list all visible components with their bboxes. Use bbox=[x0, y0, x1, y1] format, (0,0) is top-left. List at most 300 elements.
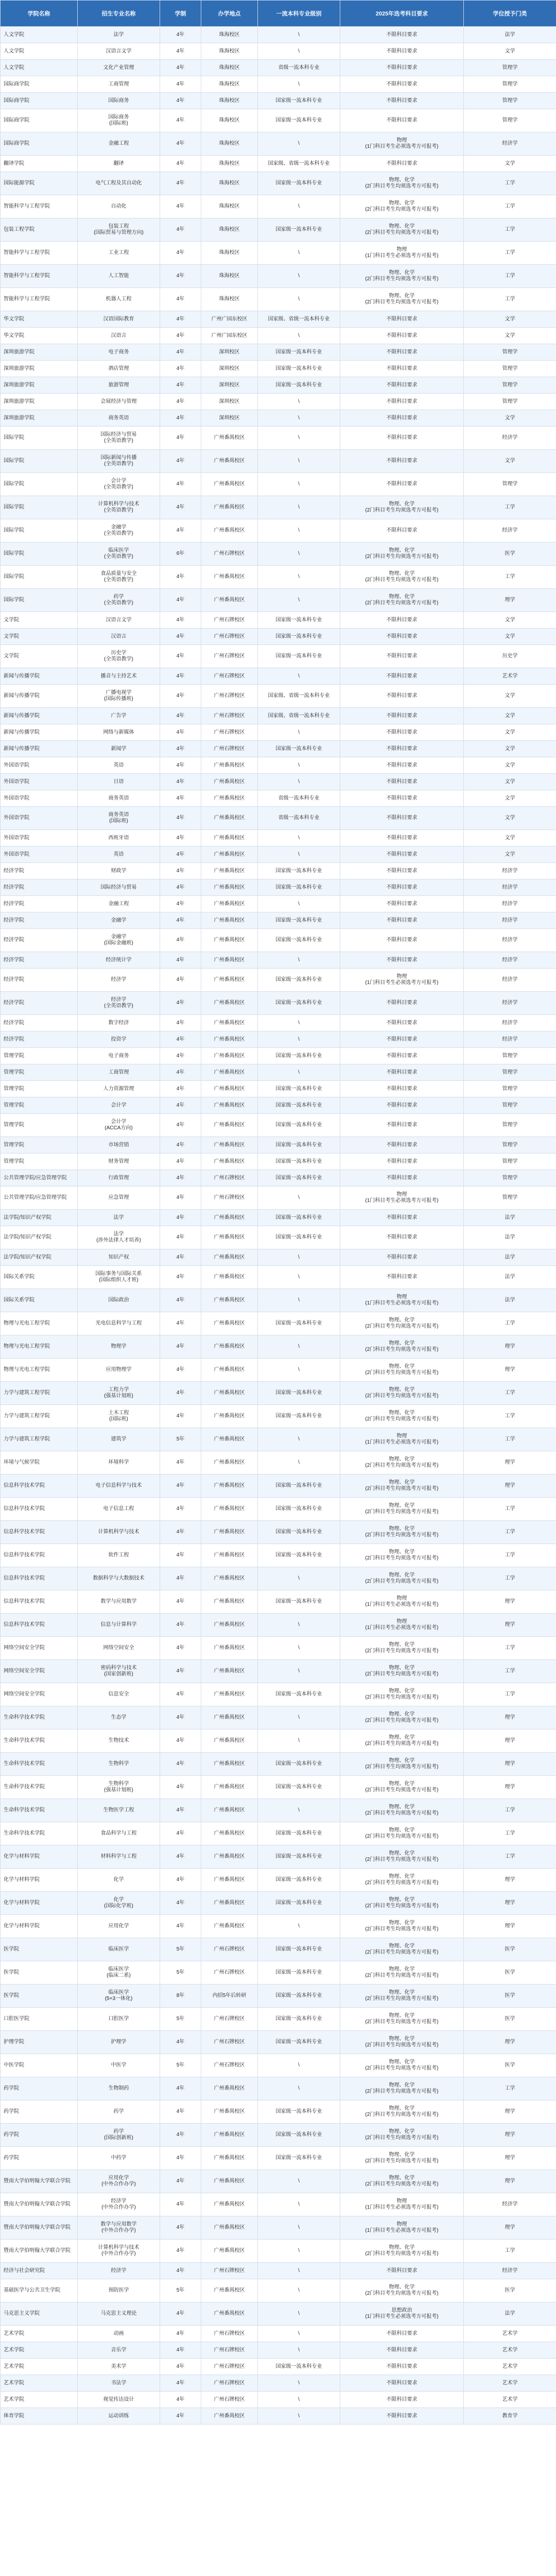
table-row bbox=[1, 1915, 556, 1938]
school-cell: 国际学院 bbox=[1, 543, 78, 566]
school-cell: 新闻与传播学院 bbox=[1, 724, 78, 741]
school-cell: 艺术学院 bbox=[1, 2375, 78, 2392]
school-cell: 医学院 bbox=[1, 1961, 78, 1985]
header-school: 学院名称 bbox=[1, 1, 78, 27]
level-cell: 国家级一流本科专业 bbox=[258, 992, 340, 1015]
major-cell: 国际新闻与传播 (全英语教学) bbox=[78, 450, 160, 473]
table-row bbox=[1, 879, 556, 896]
requirement-cell: 不限科目要求 bbox=[340, 724, 464, 741]
campus-cell: 广州番禺校区 bbox=[201, 2302, 258, 2326]
requirement-cell: 不限科目要求 bbox=[340, 60, 464, 76]
years-cell: 4年 bbox=[160, 1869, 201, 1892]
table-row bbox=[1, 218, 556, 242]
school-cell: 物理与光电工程学院 bbox=[1, 1359, 78, 1382]
degree-cell: 法学 bbox=[464, 1226, 556, 1249]
table-row bbox=[1, 2302, 556, 2326]
years-cell: 5年 bbox=[160, 1938, 201, 1961]
table-row bbox=[1, 1064, 556, 1081]
school-cell: 国际关系学院 bbox=[1, 1266, 78, 1289]
level-cell: \ bbox=[258, 2263, 340, 2279]
level-cell: \ bbox=[258, 2279, 340, 2302]
major-cell: 汉语言文学 bbox=[78, 43, 160, 60]
degree-cell: 理学 bbox=[464, 589, 556, 612]
school-cell: 新闻与传播学院 bbox=[1, 741, 78, 757]
table-row bbox=[1, 450, 556, 473]
school-cell: 经济学院 bbox=[1, 912, 78, 929]
table-row bbox=[1, 2240, 556, 2263]
requirement-cell: 不限科目要求 bbox=[340, 896, 464, 912]
years-cell: 4年 bbox=[160, 1137, 201, 1154]
major-cell: 知识产权 bbox=[78, 1249, 160, 1266]
degree-cell: 工学 bbox=[464, 1498, 556, 1521]
degree-cell: 理学 bbox=[464, 1892, 556, 1915]
requirement-cell: 不限科目要求 bbox=[340, 645, 464, 668]
table-row bbox=[1, 1312, 556, 1335]
level-cell: 国家级一流本科专业 bbox=[258, 741, 340, 757]
years-cell: 4年 bbox=[160, 1210, 201, 1226]
major-cell: 金融学 bbox=[78, 912, 160, 929]
table-row bbox=[1, 1187, 556, 1210]
campus-cell: 广州番禺校区 bbox=[201, 969, 258, 992]
years-cell: 4年 bbox=[160, 724, 201, 741]
level-cell: \ bbox=[258, 27, 340, 43]
header-requirement: 2025年选考科目要求 bbox=[340, 1, 464, 27]
degree-cell: 管理学 bbox=[464, 394, 556, 410]
school-cell: 艺术学院 bbox=[1, 2359, 78, 2375]
years-cell: 4年 bbox=[160, 60, 201, 76]
campus-cell: 广州番禺校区 bbox=[201, 1081, 258, 1097]
campus-cell: 广州石牌校区 bbox=[201, 708, 258, 724]
table-row bbox=[1, 427, 556, 450]
years-cell: 5年 bbox=[160, 2279, 201, 2302]
campus-cell: 广州番禺校区 bbox=[201, 1869, 258, 1892]
header-major: 招生专业名称 bbox=[78, 1, 160, 27]
table-row bbox=[1, 2342, 556, 2359]
requirement-cell: 不限科目要求 bbox=[340, 952, 464, 969]
table-row bbox=[1, 1822, 556, 1845]
table-row bbox=[1, 27, 556, 43]
requirement-cell: 不限科目要求 bbox=[340, 1081, 464, 1097]
school-cell: 化学与材料学院 bbox=[1, 1915, 78, 1938]
school-cell: 生命科学技术学院 bbox=[1, 1706, 78, 1730]
requirement-cell: 不限科目要求 bbox=[340, 2263, 464, 2279]
level-cell: 国家级一流本科专业 bbox=[258, 2359, 340, 2375]
major-cell: 会计学 bbox=[78, 1097, 160, 1114]
campus-cell: 广州石牌校区 bbox=[201, 741, 258, 757]
years-cell: 4年 bbox=[160, 1187, 201, 1210]
years-cell: 4年 bbox=[160, 952, 201, 969]
requirement-cell: 不限科目要求 bbox=[340, 807, 464, 830]
level-cell: 国家级一流本科专业 bbox=[258, 1097, 340, 1114]
requirement-cell: 思想政治 (1门科目考生必须选考方可报考) bbox=[340, 2302, 464, 2326]
campus-cell: 广州番禺校区 bbox=[201, 1226, 258, 1249]
major-cell: 人工智能 bbox=[78, 265, 160, 288]
degree-cell: 经济学 bbox=[464, 519, 556, 543]
level-cell: 国家级一流本科专业 bbox=[258, 1753, 340, 1776]
years-cell: 4年 bbox=[160, 132, 201, 156]
requirement-cell: 物理、化学 (2门科目考生均须选考方可报考) bbox=[340, 1799, 464, 1822]
requirement-cell: 物理 (1门科目考生必须选考方可报考) bbox=[340, 1187, 464, 1210]
campus-cell: 广州石牌校区 bbox=[201, 612, 258, 629]
level-cell: \ bbox=[258, 2408, 340, 2425]
degree-cell: 理学 bbox=[464, 1475, 556, 1498]
requirement-cell: 物理、化学 (2门科目考生均须选考方可报考) bbox=[340, 218, 464, 242]
degree-cell: 工学 bbox=[464, 172, 556, 195]
degree-cell: 管理学 bbox=[464, 1187, 556, 1210]
degree-cell: 工学 bbox=[464, 1312, 556, 1335]
school-cell: 生命科学技术学院 bbox=[1, 1776, 78, 1799]
school-cell: 经济学院 bbox=[1, 863, 78, 879]
school-cell: 国际学院 bbox=[1, 589, 78, 612]
table-row bbox=[1, 1031, 556, 1048]
requirement-cell: 不限科目要求 bbox=[340, 377, 464, 394]
level-cell: 国家级一流本科专业 bbox=[258, 172, 340, 195]
table-row bbox=[1, 645, 556, 668]
degree-cell: 工学 bbox=[464, 242, 556, 265]
degree-cell: 管理学 bbox=[464, 1114, 556, 1137]
degree-cell: 工学 bbox=[464, 1660, 556, 1683]
requirement-cell: 物理、化学 (2门科目考生均须选考方可报考) bbox=[340, 2031, 464, 2054]
level-cell: 国家级一流本科专业 bbox=[258, 929, 340, 952]
table-row bbox=[1, 757, 556, 774]
school-cell: 外国语学院 bbox=[1, 774, 78, 790]
years-cell: 4年 bbox=[160, 1249, 201, 1266]
school-cell: 经济学院 bbox=[1, 896, 78, 912]
campus-cell: 广州石牌校区 bbox=[201, 2375, 258, 2392]
school-cell: 药学院 bbox=[1, 2077, 78, 2100]
years-cell: 4年 bbox=[160, 566, 201, 589]
level-cell: 国家级一流本科专业 bbox=[258, 912, 340, 929]
level-cell: 国家级一流本科专业 bbox=[258, 2124, 340, 2147]
degree-cell: 经济学 bbox=[464, 132, 556, 156]
degree-cell: 文学 bbox=[464, 311, 556, 328]
table-row bbox=[1, 1451, 556, 1475]
level-cell: 国家级、省级一流本科专业 bbox=[258, 685, 340, 708]
requirement-cell: 物理、化学 (2门科目考生均须选考方可报考) bbox=[340, 566, 464, 589]
degree-cell: 管理学 bbox=[464, 1064, 556, 1081]
campus-cell: 广州番禺校区 bbox=[201, 774, 258, 790]
school-cell: 物理与光电工程学院 bbox=[1, 1312, 78, 1335]
level-cell: 国家级一流本科专业 bbox=[258, 1114, 340, 1137]
table-row bbox=[1, 410, 556, 427]
level-cell: \ bbox=[258, 2054, 340, 2077]
degree-cell: 法学 bbox=[464, 1210, 556, 1226]
requirement-cell: 物理、化学 (2门科目考生均须选考方可报考) bbox=[340, 1521, 464, 1544]
years-cell: 4年 bbox=[160, 2077, 201, 2100]
level-cell: \ bbox=[258, 846, 340, 863]
level-cell: \ bbox=[258, 43, 340, 60]
level-cell: 省级一流本科专业 bbox=[258, 60, 340, 76]
table-row bbox=[1, 1776, 556, 1799]
major-cell: 生态学 bbox=[78, 1706, 160, 1730]
campus-cell: 广州番禺校区 bbox=[201, 2240, 258, 2263]
degree-cell: 文学 bbox=[464, 741, 556, 757]
campus-cell: 广州番禺校区 bbox=[201, 1915, 258, 1938]
level-cell: 国家级一流本科专业 bbox=[258, 93, 340, 109]
requirement-cell: 物理、化学 (2门科目考生均须选考方可报考) bbox=[340, 1660, 464, 1683]
campus-cell: 广州番禺校区 bbox=[201, 2170, 258, 2193]
school-cell: 国际学院 bbox=[1, 496, 78, 519]
years-cell: 4年 bbox=[160, 1637, 201, 1660]
degree-cell: 艺术学 bbox=[464, 2375, 556, 2392]
school-cell: 深圳旅游学院 bbox=[1, 344, 78, 361]
level-cell: \ bbox=[258, 519, 340, 543]
major-cell: 电子信息科学与技术 bbox=[78, 1475, 160, 1498]
years-cell: 4年 bbox=[160, 1475, 201, 1498]
table-row bbox=[1, 172, 556, 195]
table-row bbox=[1, 2077, 556, 2100]
campus-cell: 广州番禺校区 bbox=[201, 1335, 258, 1359]
degree-cell: 医学 bbox=[464, 1985, 556, 2008]
years-cell: 4年 bbox=[160, 410, 201, 427]
school-cell: 医学院 bbox=[1, 1985, 78, 2008]
major-cell: 西班牙语 bbox=[78, 830, 160, 846]
school-cell: 网络空间安全学院 bbox=[1, 1683, 78, 1706]
table-row bbox=[1, 377, 556, 394]
years-cell: 4年 bbox=[160, 1226, 201, 1249]
major-cell: 国际商务 (国际班) bbox=[78, 109, 160, 132]
level-cell: \ bbox=[258, 2216, 340, 2240]
campus-cell: 广州石牌校区 bbox=[201, 2263, 258, 2279]
degree-cell: 工学 bbox=[464, 496, 556, 519]
major-cell: 软件工程 bbox=[78, 1544, 160, 1567]
years-cell: 4年 bbox=[160, 685, 201, 708]
requirement-cell: 不限科目要求 bbox=[340, 774, 464, 790]
years-cell: 4年 bbox=[160, 288, 201, 311]
years-cell: 4年 bbox=[160, 879, 201, 896]
table-row bbox=[1, 519, 556, 543]
requirement-cell: 不限科目要求 bbox=[340, 519, 464, 543]
years-cell: 4年 bbox=[160, 1289, 201, 1312]
level-cell: \ bbox=[258, 774, 340, 790]
campus-cell: 广州石牌校区 bbox=[201, 2031, 258, 2054]
campus-cell: 广州石牌校区 bbox=[201, 645, 258, 668]
years-cell: 4年 bbox=[160, 1753, 201, 1776]
table-row bbox=[1, 1405, 556, 1428]
school-cell: 翻译学院 bbox=[1, 156, 78, 172]
degree-cell: 医学 bbox=[464, 1961, 556, 1985]
school-cell: 管理学院 bbox=[1, 1064, 78, 1081]
school-cell: 外国语学院 bbox=[1, 846, 78, 863]
major-cell: 光电信息科学与工程 bbox=[78, 1312, 160, 1335]
degree-cell: 管理学 bbox=[464, 377, 556, 394]
requirement-cell: 不限科目要求 bbox=[340, 668, 464, 685]
years-cell: 4年 bbox=[160, 2342, 201, 2359]
campus-cell: 广州番禺校区 bbox=[201, 1137, 258, 1154]
degree-cell: 理学 bbox=[464, 2216, 556, 2240]
level-cell: 国家级一流本科专业 bbox=[258, 1382, 340, 1405]
major-cell: 生物技术 bbox=[78, 1730, 160, 1753]
school-cell: 经济学院 bbox=[1, 1015, 78, 1031]
table-row bbox=[1, 1048, 556, 1064]
major-cell: 食品质量与安全 (全英语教学) bbox=[78, 566, 160, 589]
level-cell: 国家级一流本科专业 bbox=[258, 361, 340, 377]
years-cell: 4年 bbox=[160, 929, 201, 952]
requirement-cell: 不限科目要求 bbox=[340, 311, 464, 328]
degree-cell: 管理学 bbox=[464, 1154, 556, 1170]
header-row bbox=[1, 1, 556, 27]
level-cell: \ bbox=[258, 1660, 340, 1683]
campus-cell: 广州番禺校区 bbox=[201, 496, 258, 519]
table-row bbox=[1, 43, 556, 60]
level-cell: 省级一流本科专业 bbox=[258, 807, 340, 830]
requirement-cell: 物理、化学 (2门科目考生均须选考方可报考) bbox=[340, 2008, 464, 2031]
table-row bbox=[1, 1845, 556, 1869]
requirement-cell: 物理、化学 (2门科目考生均须选考方可报考) bbox=[340, 265, 464, 288]
years-cell: 4年 bbox=[160, 757, 201, 774]
requirement-cell: 不限科目要求 bbox=[340, 2408, 464, 2425]
school-cell: 华文学院 bbox=[1, 328, 78, 344]
table-row bbox=[1, 1154, 556, 1170]
table-row bbox=[1, 1289, 556, 1312]
requirement-cell: 物理、化学 (2门科目考生均须选考方可报考) bbox=[340, 1915, 464, 1938]
level-cell: 国家级一流本科专业 bbox=[258, 109, 340, 132]
table-row bbox=[1, 1544, 556, 1567]
level-cell: \ bbox=[258, 2170, 340, 2193]
major-cell: 国际经济与贸易 (全英语教学) bbox=[78, 427, 160, 450]
requirement-cell: 物理、化学 (2门科目考生均须选考方可报考) bbox=[340, 1312, 464, 1335]
level-cell: \ bbox=[258, 2077, 340, 2100]
table-row bbox=[1, 76, 556, 93]
requirement-cell: 不限科目要求 bbox=[340, 830, 464, 846]
school-cell: 外国语学院 bbox=[1, 790, 78, 807]
years-cell: 4年 bbox=[160, 344, 201, 361]
major-cell: 经济统计学 bbox=[78, 952, 160, 969]
degree-cell: 工学 bbox=[464, 1567, 556, 1590]
header-years: 学制 bbox=[160, 1, 201, 27]
requirement-cell: 不限科目要求 bbox=[340, 992, 464, 1015]
degree-cell: 法学 bbox=[464, 2302, 556, 2326]
level-cell: \ bbox=[258, 757, 340, 774]
campus-cell: 广州石牌校区 bbox=[201, 2326, 258, 2342]
degree-cell: 文学 bbox=[464, 774, 556, 790]
level-cell: \ bbox=[258, 76, 340, 93]
campus-cell: 广州番禺校区 bbox=[201, 2193, 258, 2216]
degree-cell: 文学 bbox=[464, 846, 556, 863]
campus-cell: 广州番禺校区 bbox=[201, 1660, 258, 1683]
major-cell: 网络空间安全 bbox=[78, 1637, 160, 1660]
level-cell: \ bbox=[258, 1730, 340, 1753]
school-cell: 新闻与传播学院 bbox=[1, 685, 78, 708]
requirement-cell: 物理、化学 (2门科目考生均须选考方可报考) bbox=[340, 1938, 464, 1961]
school-cell: 管理学院 bbox=[1, 1081, 78, 1097]
level-cell: 国家级一流本科专业 bbox=[258, 1137, 340, 1154]
table-row bbox=[1, 1961, 556, 1985]
degree-cell: 工学 bbox=[464, 1521, 556, 1544]
table-row bbox=[1, 2170, 556, 2193]
campus-cell: 珠海校区 bbox=[201, 195, 258, 218]
requirement-cell: 物理、化学 (2门科目考生均须选考方可报考) bbox=[340, 1567, 464, 1590]
major-cell: 药学 (国际创新班) bbox=[78, 2124, 160, 2147]
campus-cell: 深圳校区 bbox=[201, 361, 258, 377]
campus-cell: 深圳校区 bbox=[201, 344, 258, 361]
table-row bbox=[1, 685, 556, 708]
table-row bbox=[1, 969, 556, 992]
major-cell: 文化产业管理 bbox=[78, 60, 160, 76]
table-row bbox=[1, 2216, 556, 2240]
school-cell: 艺术学院 bbox=[1, 2392, 78, 2408]
campus-cell: 广州番禺校区 bbox=[201, 2124, 258, 2147]
years-cell: 4年 bbox=[160, 93, 201, 109]
major-cell: 市场营销 bbox=[78, 1137, 160, 1154]
level-cell: \ bbox=[258, 242, 340, 265]
major-cell: 工商管理 bbox=[78, 1064, 160, 1081]
degree-cell: 工学 bbox=[464, 288, 556, 311]
school-cell: 管理学院 bbox=[1, 1097, 78, 1114]
level-cell: \ bbox=[258, 1289, 340, 1312]
school-cell: 新闻与传播学院 bbox=[1, 708, 78, 724]
table-row bbox=[1, 1614, 556, 1637]
school-cell: 管理学院 bbox=[1, 1114, 78, 1137]
years-cell: 4年 bbox=[160, 1015, 201, 1031]
table-row bbox=[1, 1590, 556, 1614]
degree-cell: 经济学 bbox=[464, 952, 556, 969]
major-cell: 计算机科学与技术 (全英语教学) bbox=[78, 496, 160, 519]
requirement-cell: 物理、化学 (2门科目考生均须选考方可报考) bbox=[340, 496, 464, 519]
campus-cell: 广州番禺校区 bbox=[201, 1683, 258, 1706]
major-cell: 国际经济与贸易 bbox=[78, 879, 160, 896]
campus-cell: 广州番禺校区 bbox=[201, 1048, 258, 1064]
level-cell: 国家级一流本科专业 bbox=[258, 1170, 340, 1187]
years-cell: 4年 bbox=[160, 1359, 201, 1382]
requirement-cell: 物理 (1门科目考生必须选考方可报考) bbox=[340, 969, 464, 992]
requirement-cell: 物理、化学 (2门科目考生均须选考方可报考) bbox=[340, 2147, 464, 2170]
years-cell: 4年 bbox=[160, 1498, 201, 1521]
major-cell: 药学 bbox=[78, 2100, 160, 2124]
campus-cell: 珠海校区 bbox=[201, 132, 258, 156]
requirement-cell: 不限科目要求 bbox=[340, 846, 464, 863]
degree-cell: 理学 bbox=[464, 1335, 556, 1359]
requirement-cell: 物理、化学 (2门科目考生均须选考方可报考) bbox=[340, 1544, 464, 1567]
requirement-cell: 物理 (1门科目考生必须选考方可报考) bbox=[340, 2193, 464, 2216]
requirement-cell: 物理、化学 (2门科目考生均须选考方可报考) bbox=[340, 589, 464, 612]
campus-cell: 广州番禺校区 bbox=[201, 846, 258, 863]
major-cell: 物理学 bbox=[78, 1335, 160, 1359]
school-cell: 药学院 bbox=[1, 2124, 78, 2147]
major-cell: 临床医学 (全英语教学) bbox=[78, 543, 160, 566]
requirement-cell: 不限科目要求 bbox=[340, 1137, 464, 1154]
school-cell: 化学与材料学院 bbox=[1, 1845, 78, 1869]
degree-cell: 工学 bbox=[464, 1799, 556, 1822]
degree-cell: 工学 bbox=[464, 1428, 556, 1451]
requirement-cell: 物理、化学 (2门科目考生均须选考方可报考) bbox=[340, 1451, 464, 1475]
major-cell: 金融工程 bbox=[78, 132, 160, 156]
campus-cell: 广州番禺校区 bbox=[201, 2279, 258, 2302]
level-cell: 国家级一流本科专业 bbox=[258, 1776, 340, 1799]
degree-cell: 管理学 bbox=[464, 93, 556, 109]
table-row bbox=[1, 1015, 556, 1031]
requirement-cell: 不限科目要求 bbox=[340, 361, 464, 377]
years-cell: 4年 bbox=[160, 2124, 201, 2147]
requirement-cell: 不限科目要求 bbox=[340, 427, 464, 450]
requirement-cell: 不限科目要求 bbox=[340, 1114, 464, 1137]
major-cell: 机器人工程 bbox=[78, 288, 160, 311]
table-row bbox=[1, 1249, 556, 1266]
years-cell: 4年 bbox=[160, 328, 201, 344]
years-cell: 4年 bbox=[160, 2100, 201, 2124]
requirement-cell: 物理、化学 (2门科目考生均须选考方可报考) bbox=[340, 1498, 464, 1521]
campus-cell: 广州番禺校区 bbox=[201, 1822, 258, 1845]
years-cell: 4年 bbox=[160, 1683, 201, 1706]
major-cell: 金融工程 bbox=[78, 896, 160, 912]
school-cell: 艺术学院 bbox=[1, 2342, 78, 2359]
degree-cell: 工学 bbox=[464, 195, 556, 218]
major-cell: 信息安全 bbox=[78, 1683, 160, 1706]
table-row bbox=[1, 1683, 556, 1706]
level-cell: \ bbox=[258, 668, 340, 685]
campus-cell: 珠海校区 bbox=[201, 265, 258, 288]
degree-cell: 工学 bbox=[464, 1544, 556, 1567]
